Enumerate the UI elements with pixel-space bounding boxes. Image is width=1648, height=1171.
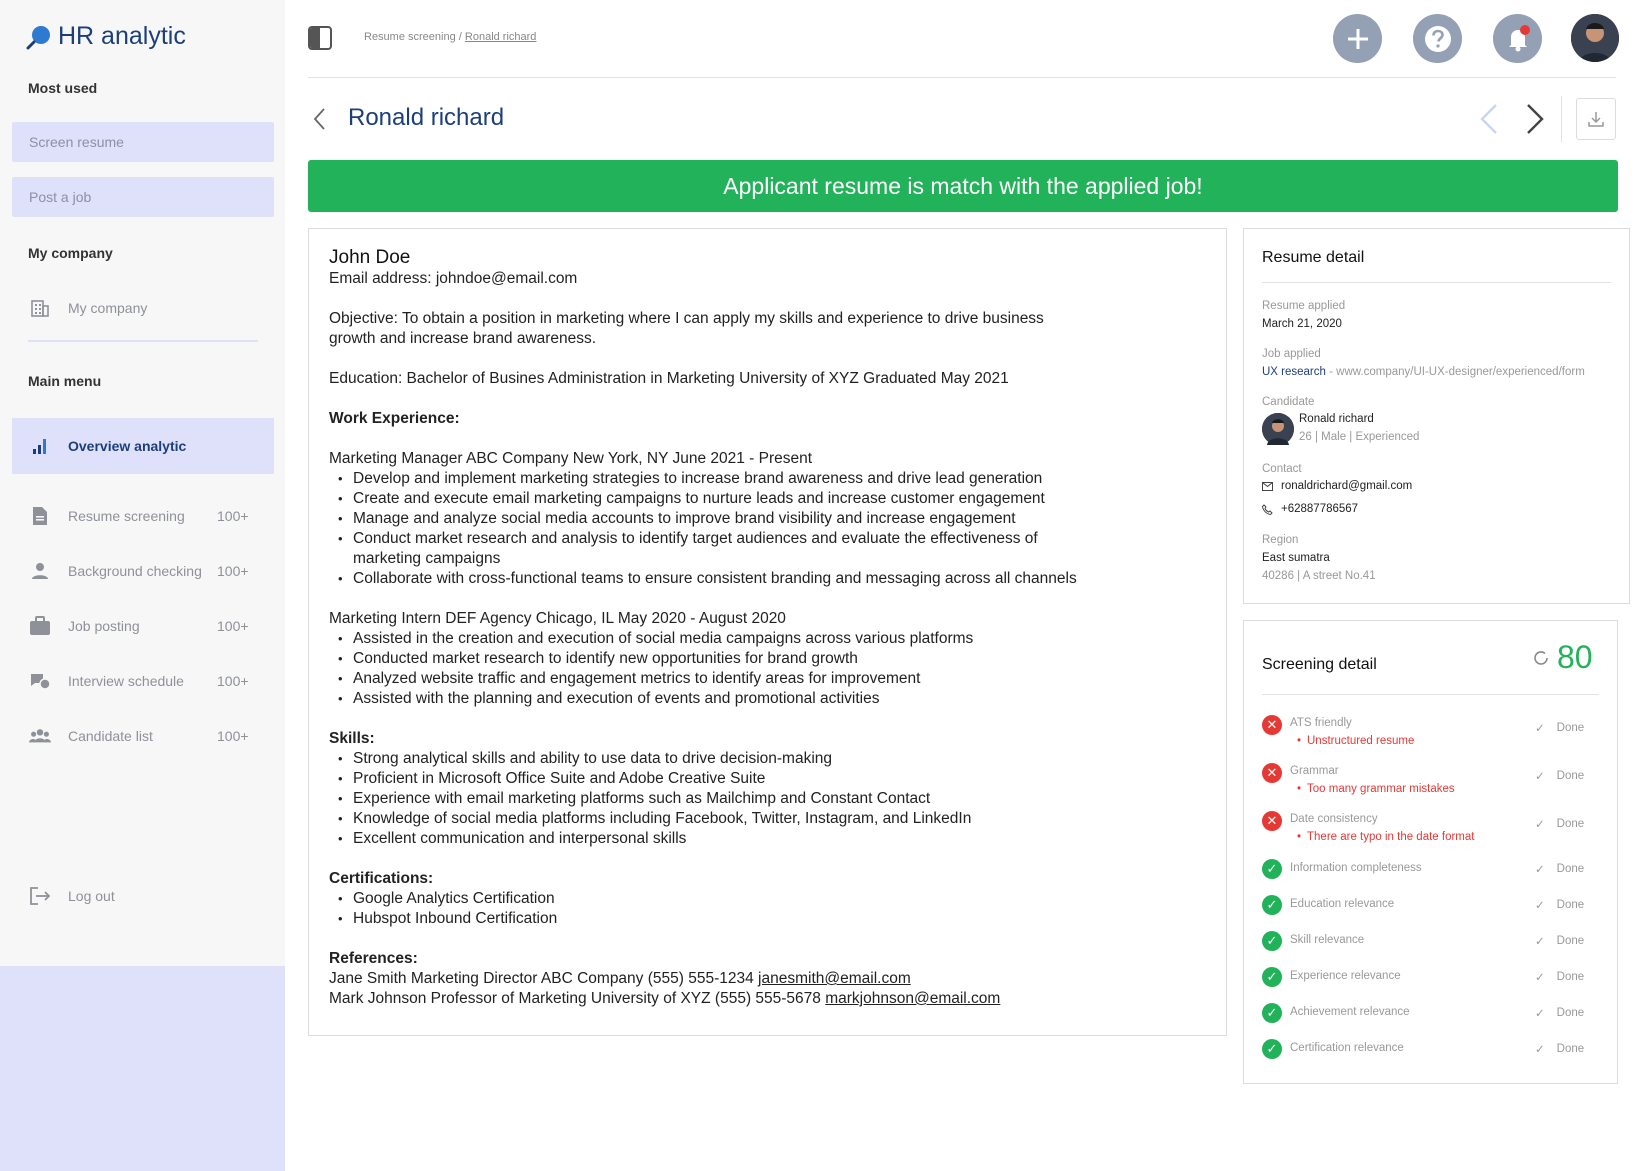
- checkmark-icon: ✓: [1535, 723, 1545, 735]
- sidebar-item-label: Background checking: [68, 563, 202, 579]
- check-skill-relevance: [1262, 931, 1600, 965]
- contact-phone[interactable]: [1262, 503, 1358, 515]
- score-value: 80: [1557, 639, 1593, 675]
- checkmark-icon: ✓: [1535, 864, 1545, 876]
- download-icon: [1587, 110, 1605, 128]
- back-button[interactable]: [312, 106, 328, 137]
- sidebar-item-resume-screening[interactable]: [12, 490, 274, 542]
- applied-date: March 21, 2020: [1262, 318, 1342, 330]
- resume-education: Education: Bachelor of Busines Administration in Marketing University of XYZ Graduated May 2021: [329, 370, 1009, 387]
- group-icon: [29, 725, 51, 747]
- check-status: [1535, 862, 1584, 876]
- check-label: Date consistency: [1290, 813, 1378, 825]
- check-label: ATS friendly: [1290, 717, 1352, 729]
- candidate-avatar: [1262, 413, 1294, 445]
- reference-text: Jane Smith Marketing Director ABC Company (555) 555-1234: [329, 970, 759, 987]
- reference-email-link[interactable]: janesmith@email.com: [758, 970, 911, 987]
- done-label: Done: [1556, 863, 1585, 875]
- sidebar-item-count: 100+: [217, 563, 249, 579]
- success-icon: ✓: [1262, 1003, 1282, 1023]
- list-item: • Assisted with the planning and execution of events and promotional activities: [338, 689, 1206, 709]
- page-title: Ronald richard: [348, 104, 505, 131]
- check-label: Achievement relevance: [1290, 1006, 1410, 1018]
- check-issue: • There are typo in the date format: [1307, 831, 1474, 843]
- card-divider: [1262, 282, 1611, 283]
- logout-icon: [29, 885, 51, 907]
- user-avatar[interactable]: [1571, 14, 1619, 62]
- chevron-right-icon: [1524, 102, 1546, 136]
- sidebar-toggle-button[interactable]: [308, 26, 332, 50]
- add-button[interactable]: [1333, 14, 1382, 63]
- screening-detail-title: Screening detail: [1262, 656, 1377, 673]
- app-title: HR analytic: [58, 22, 186, 50]
- bell-icon: [1503, 24, 1533, 54]
- sidebar-item-candidate-list[interactable]: [12, 710, 274, 762]
- check-status: [1535, 898, 1584, 912]
- previous-candidate-button[interactable]: [1478, 102, 1500, 141]
- applied-label: Resume applied: [1262, 300, 1346, 312]
- document-icon: [29, 505, 51, 527]
- sidebar-item-my-company[interactable]: [12, 282, 274, 334]
- contact-email-text: ronaldrichard@gmail.com: [1281, 480, 1413, 492]
- resume-detail-title: Resume detail: [1262, 249, 1365, 266]
- check-status: [1535, 721, 1584, 735]
- done-label: Done: [1556, 722, 1585, 734]
- job-name-link[interactable]: UX research: [1262, 366, 1326, 378]
- list-item: • Proficient in Microsoft Office Suite and Adobe Creative Suite: [338, 769, 1206, 789]
- help-button[interactable]: [1413, 14, 1462, 63]
- list-item: • Google Analytics Certification: [338, 889, 1206, 909]
- breadcrumb: [364, 31, 536, 43]
- resume-objective-line-2: growth and increase brand awareness.: [329, 330, 597, 347]
- list-item: • Strong analytical skills and ability to use data to drive decision-making: [338, 749, 1206, 769]
- phone-icon: [1262, 504, 1273, 515]
- breadcrumb-parent[interactable]: Resume screening: [364, 31, 456, 43]
- check-education-relevance: [1262, 895, 1600, 929]
- sidebar-item-label: Job posting: [68, 618, 140, 634]
- error-icon: ✕: [1262, 763, 1282, 783]
- success-icon: ✓: [1262, 1039, 1282, 1059]
- list-item: • Excellent communication and interpersonal skills: [338, 829, 1206, 849]
- check-label: Grammar: [1290, 765, 1339, 777]
- list-item: • Conduct market research and analysis to identify target audiences and evaluate the effectiveness of marketing campaigns: [338, 529, 1038, 569]
- check-label: Information completeness: [1290, 862, 1422, 874]
- resume-work-title: Work Experience:: [329, 410, 460, 427]
- job-applied-label: Job applied: [1262, 348, 1321, 360]
- list-item: • Assisted in the creation and execution of social media campaigns across various platforms: [338, 629, 1206, 649]
- check-status: [1535, 817, 1584, 831]
- sidebar-item-label: Candidate list: [68, 728, 153, 744]
- screening-score: [1531, 639, 1593, 676]
- region-value: East sumatra: [1262, 552, 1330, 564]
- check-status: [1535, 934, 1584, 948]
- check-issue: • Unstructured resume: [1307, 735, 1414, 747]
- breadcrumb-current[interactable]: Ronald richard: [464, 31, 537, 43]
- main-menu-title: Main menu: [28, 373, 102, 389]
- card-divider: [1262, 694, 1599, 695]
- contact-label: Contact: [1262, 463, 1302, 475]
- list-item: • Manage and analyze social media accounts to improve brand visibility and increase engagement: [338, 509, 1206, 529]
- sidebar-footer: [0, 966, 285, 1171]
- sidebar-item-count: 100+: [217, 508, 249, 524]
- avatar-image: [1571, 14, 1619, 62]
- resume-detail-card: [1243, 228, 1630, 604]
- check-label: Education relevance: [1290, 898, 1395, 910]
- sidebar-item-count: 100+: [217, 618, 249, 634]
- done-label: Done: [1556, 935, 1585, 947]
- success-icon: ✓: [1262, 931, 1282, 951]
- toolbar-separator: [1561, 96, 1562, 142]
- list-item: • Collaborate with cross-functional teams to ensure consistent branding and messaging across all channels: [338, 569, 1206, 589]
- error-icon: ✕: [1262, 715, 1282, 735]
- check-information-completeness: [1262, 859, 1600, 893]
- list-item: • Create and execute email marketing campaigns to nurture leads and increase customer engagement: [338, 489, 1206, 509]
- success-icon: ✓: [1262, 859, 1282, 879]
- resume-references-title: References:: [329, 950, 418, 967]
- check-issue: • Too many grammar mistakes: [1307, 783, 1455, 795]
- resume-skills-title: Skills:: [329, 730, 375, 747]
- done-label: Done: [1556, 818, 1585, 830]
- done-label: Done: [1556, 1043, 1585, 1055]
- breadcrumb-separator: /: [455, 31, 465, 43]
- check-certification-relevance: [1262, 1039, 1600, 1073]
- checkmark-icon: ✓: [1535, 936, 1545, 948]
- done-label: Done: [1556, 770, 1585, 782]
- resume-name: John Doe: [329, 247, 411, 268]
- resume-job-1-bullets: [329, 469, 1206, 589]
- sidebar-item-label: Resume screening: [68, 508, 185, 524]
- screening-detail-card: [1243, 620, 1618, 1084]
- check-label: Skill relevance: [1290, 934, 1365, 946]
- plus-icon: [1345, 26, 1371, 52]
- bar-chart-icon: [29, 435, 51, 457]
- success-icon: ✓: [1262, 895, 1282, 915]
- address-value: 40286 | A street No.41: [1262, 570, 1376, 582]
- app-logo[interactable]: [26, 22, 186, 51]
- candidate-meta: 26 | Male | Experienced: [1299, 431, 1420, 443]
- sidebar-item-label: My company: [68, 300, 148, 316]
- reference-text: Mark Johnson Professor of Marketing University of XYZ (555) 555-5678: [329, 990, 826, 1007]
- success-icon: ✓: [1262, 967, 1282, 987]
- check-date-consistency: [1262, 811, 1600, 845]
- logo-icon: [26, 24, 52, 50]
- done-label: Done: [1556, 899, 1585, 911]
- briefcase-icon: [29, 615, 51, 637]
- candidate-avatar-image: [1262, 413, 1294, 445]
- done-label: Done: [1556, 971, 1585, 983]
- refresh-icon[interactable]: [1531, 648, 1551, 668]
- check-ats-friendly: [1262, 715, 1600, 749]
- my-company-title: My company: [28, 245, 113, 261]
- resume-reference-1: [329, 969, 1206, 989]
- candidate-label: Candidate: [1262, 396, 1315, 408]
- region-label: Region: [1262, 534, 1299, 546]
- job-applied-value: [1262, 366, 1585, 378]
- contact-email[interactable]: [1262, 480, 1412, 492]
- resume-cert-title: Certifications:: [329, 870, 434, 887]
- reference-email-link[interactable]: markjohnson@email.com: [825, 990, 1001, 1007]
- sidebar-item-overview-analytic[interactable]: [12, 418, 274, 474]
- chevron-left-icon: [312, 106, 328, 132]
- checkmark-icon: ✓: [1535, 972, 1545, 984]
- post-job-button[interactable]: Post a job: [12, 177, 274, 217]
- resume-email: Email address: johndoe@email.com: [329, 270, 578, 287]
- sidebar-divider: [28, 340, 258, 342]
- logout-label: Log out: [68, 888, 115, 904]
- chat-clock-icon: [29, 670, 51, 692]
- chevron-left-icon: [1478, 102, 1500, 136]
- question-icon: [1423, 24, 1453, 54]
- download-button[interactable]: [1576, 98, 1616, 140]
- candidate-name: Ronald richard: [1299, 413, 1374, 425]
- list-item: • Knowledge of social media platforms including Facebook, Twitter, Instagram, and LinkedIn: [338, 809, 1206, 829]
- check-status: [1535, 970, 1584, 984]
- check-grammar: [1262, 763, 1600, 797]
- resume-reference-2: [329, 989, 1206, 1009]
- check-status: [1535, 769, 1584, 783]
- sidebar-item-count: 100+: [217, 728, 249, 744]
- resume-objective-line-1: Objective: To obtain a position in marketing where I can apply my skills and experience to drive business: [329, 310, 1044, 327]
- check-label: Certification relevance: [1290, 1042, 1404, 1054]
- error-icon: ✕: [1262, 811, 1282, 831]
- logout-button[interactable]: [12, 870, 274, 922]
- sidebar-item-count: 100+: [217, 673, 249, 689]
- resume-job-2-title: Marketing Intern DEF Agency Chicago, IL May 2020 - August 2020: [329, 610, 786, 627]
- match-banner: Applicant resume is match with the applied job!: [308, 160, 1618, 212]
- sidebar-item-interview-schedule[interactable]: [12, 655, 274, 707]
- most-used-title: Most used: [28, 80, 98, 96]
- check-status: [1535, 1042, 1584, 1056]
- check-status: [1535, 1006, 1584, 1020]
- done-label: Done: [1556, 1007, 1585, 1019]
- list-item: • Hubspot Inbound Certification: [338, 909, 1206, 929]
- checkmark-icon: ✓: [1535, 1008, 1545, 1020]
- mail-icon: [1262, 482, 1273, 491]
- checkmark-icon: ✓: [1535, 819, 1545, 831]
- building-icon: [29, 297, 51, 319]
- list-item: • Develop and implement marketing strategies to increase brand awareness and drive lead generation: [338, 469, 1206, 489]
- check-label: Experience relevance: [1290, 970, 1401, 982]
- list-item: • Analyzed website traffic and engagement metrics to identify areas for improvement: [338, 669, 1206, 689]
- resume-job-2-bullets: [329, 629, 1206, 709]
- resume-skills-list: [329, 749, 1206, 849]
- job-url: - www.company/UI-UX-designer/experienced/form: [1325, 366, 1585, 378]
- check-achievement-relevance: [1262, 1003, 1600, 1037]
- sidebar-item-label: Overview analytic: [68, 438, 187, 454]
- checkmark-icon: ✓: [1535, 771, 1545, 783]
- screen-resume-button[interactable]: Screen resume: [12, 122, 274, 162]
- sidebar-item-background-checking[interactable]: [12, 545, 274, 597]
- check-experience-relevance: [1262, 967, 1600, 1001]
- sidebar-item-label: Interview schedule: [68, 673, 184, 689]
- person-icon: [29, 560, 51, 582]
- list-item: • Conducted market research to identify new opportunities for brand growth: [338, 649, 1206, 669]
- notifications-button[interactable]: [1493, 14, 1542, 63]
- resume-job-1-title: Marketing Manager ABC Company New York, NY June 2021 - Present: [329, 450, 813, 467]
- sidebar-item-job-posting[interactable]: [12, 600, 274, 652]
- checkmark-icon: ✓: [1535, 900, 1545, 912]
- contact-phone-text: +62887786567: [1281, 503, 1359, 515]
- next-candidate-button[interactable]: [1524, 102, 1546, 141]
- checkmark-icon: ✓: [1535, 1044, 1545, 1056]
- resume-cert-list: [329, 889, 1206, 929]
- list-item: • Experience with email marketing platforms such as Mailchimp and Constant Contact: [338, 789, 1206, 809]
- resume-document: [308, 228, 1227, 1036]
- header-divider: [308, 77, 1616, 78]
